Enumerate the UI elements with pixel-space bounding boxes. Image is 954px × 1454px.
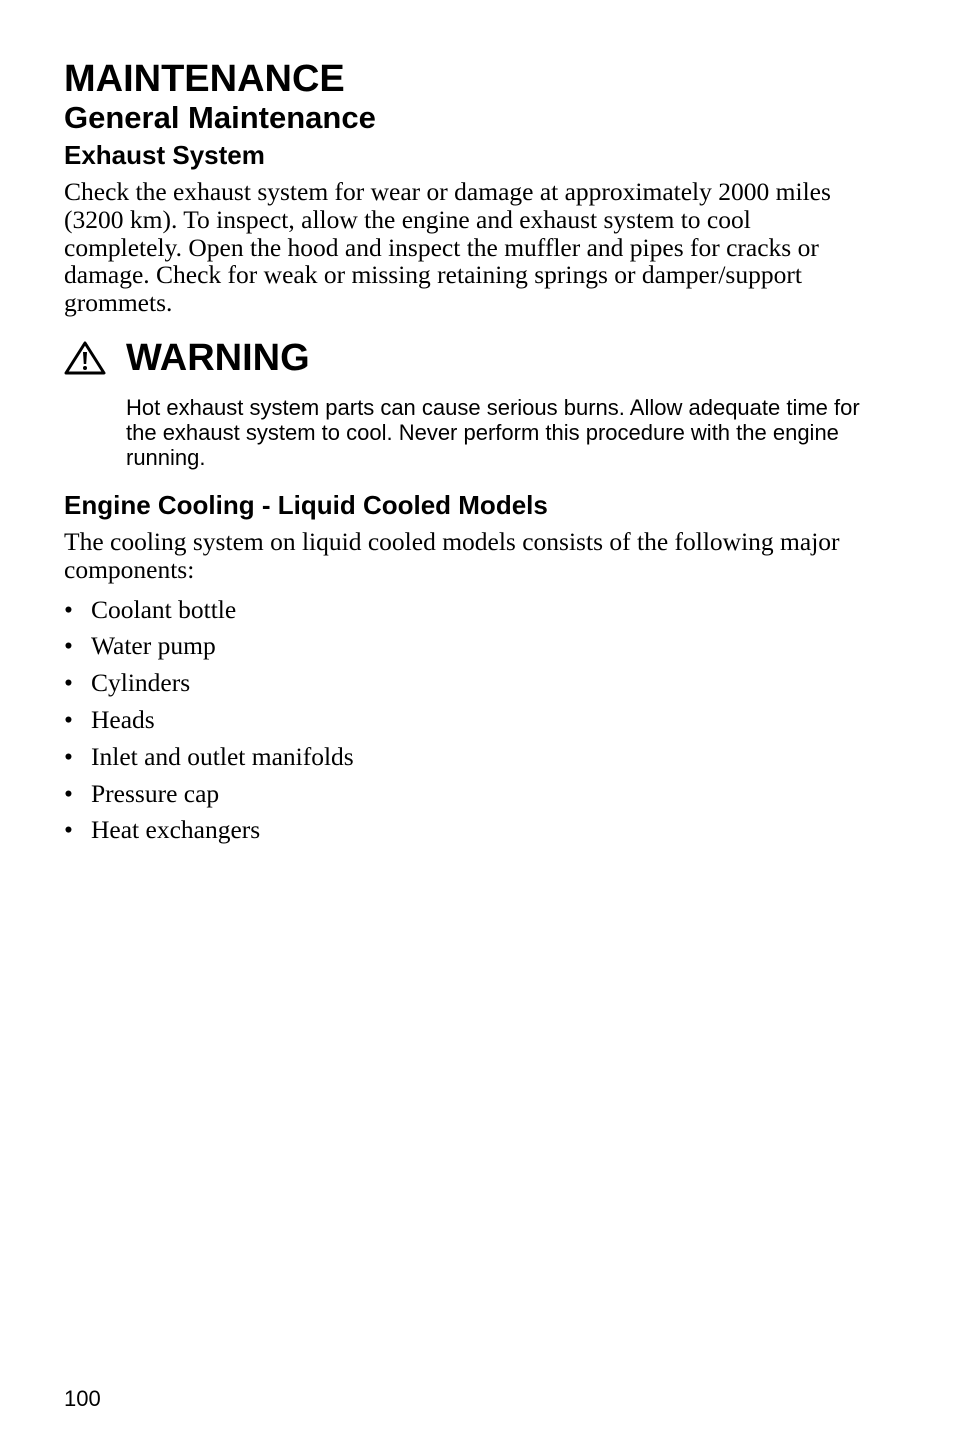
warning-title: WARNING — [126, 336, 310, 379]
warning-header — [64, 335, 864, 381]
list-item: • Heat exchangers — [64, 816, 864, 843]
exhaust-heading: Exhaust System — [64, 140, 265, 170]
exhaust-body: Check the exhaust system for wear or damage at approximately 2000 miles (3200 km). To inspect, allow the engine and exhaust system to cool completely. Open the hood and inspect the muffler and pipes for cracks or damage. Check for weak or missing retaining springs or damper/support grommets. — [64, 177, 831, 318]
section-title: General Maintenance — [64, 100, 376, 135]
cooling-intro: The cooling system on liquid cooled models consists of the following major components: — [64, 526, 840, 584]
warning-text: Hot exhaust system parts can cause serious burns. Allow adequate time for the exhaust system to cool. Never perform this procedure with the engine running. — [126, 394, 860, 470]
chapter-title: MAINTENANCE — [64, 58, 345, 100]
page-number: 100 — [64, 1386, 101, 1411]
list-item: • Heads — [64, 706, 864, 733]
warning-triangle-icon — [64, 341, 106, 375]
page-content — [64, 58, 864, 853]
cooling-heading: Engine Cooling - Liquid Cooled Models — [64, 489, 548, 520]
list-item: • Coolant bottle — [64, 596, 864, 623]
list-item: • Pressure cap — [64, 780, 864, 807]
list-item: • Water pump — [64, 632, 864, 659]
cooling-components-list — [64, 596, 864, 844]
list-item: • Inlet and outlet manifolds — [64, 743, 864, 770]
list-item: • Cylinders — [64, 669, 864, 696]
